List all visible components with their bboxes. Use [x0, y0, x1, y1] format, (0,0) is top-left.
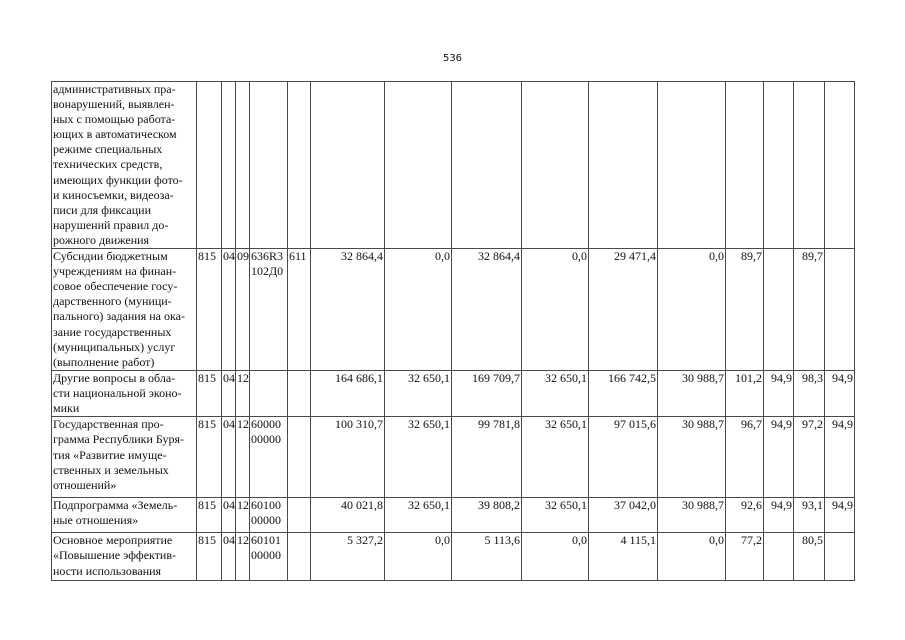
- value-executed-federal: 0,0: [658, 249, 726, 371]
- target-article-code: 636R3 102Д0: [250, 249, 288, 371]
- section-code: 04: [222, 371, 236, 417]
- value-executed-federal: 30 988,7: [658, 371, 726, 417]
- percent-approved-federal: 94,9: [764, 498, 794, 533]
- value-executed-total: 37 042,0: [589, 498, 658, 533]
- table-row: [52, 417, 855, 498]
- percent-approved-total: 89,7: [726, 249, 764, 371]
- value-approved-total: 100 310,7: [311, 417, 385, 498]
- value-executed-total: 97 015,6: [589, 417, 658, 498]
- value-executed-federal: 30 988,7: [658, 498, 726, 533]
- value-refined-total: [452, 82, 522, 249]
- target-article-code: [250, 371, 288, 417]
- value-refined-federal: [522, 82, 589, 249]
- target-article-code: 60100 00000: [250, 498, 288, 533]
- row-name: Основное мероприятие «Повышение эффектив- ности использования: [52, 533, 197, 581]
- grbs-code: 815: [197, 533, 222, 581]
- value-executed-federal: 0,0: [658, 533, 726, 581]
- row-name: Государственная про- грамма Республики Буря- тия «Развитие имуще- ственных и земельных отношений»: [52, 417, 197, 498]
- section-code: 04: [222, 249, 236, 371]
- percent-approved-total: 77,2: [726, 533, 764, 581]
- percent-refined-federal: 94,9: [825, 498, 855, 533]
- percent-approved-federal: [764, 533, 794, 581]
- expense-type-code: [288, 533, 311, 581]
- section-code: 04: [222, 417, 236, 498]
- expense-type-code: [288, 498, 311, 533]
- percent-approved-total: 96,7: [726, 417, 764, 498]
- table-row: [52, 371, 855, 417]
- value-approved-total: 40 021,8: [311, 498, 385, 533]
- subsection-code: 12: [236, 498, 250, 533]
- value-approved-federal: [385, 82, 452, 249]
- target-article-code: [250, 82, 288, 249]
- value-refined-federal: 32 650,1: [522, 371, 589, 417]
- percent-refined-federal: [825, 533, 855, 581]
- subsection-code: [236, 82, 250, 249]
- grbs-code: 815: [197, 249, 222, 371]
- value-executed-federal: [658, 82, 726, 249]
- row-name: Подпрограмма «Земель- ные отношения»: [52, 498, 197, 533]
- page-number: 536: [442, 53, 463, 64]
- value-refined-total: 99 781,8: [452, 417, 522, 498]
- value-refined-total: 32 864,4: [452, 249, 522, 371]
- value-executed-total: 29 471,4: [589, 249, 658, 371]
- percent-refined-federal: [825, 249, 855, 371]
- value-approved-federal: 0,0: [385, 533, 452, 581]
- percent-refined-total: [794, 82, 825, 249]
- value-approved-federal: 32 650,1: [385, 498, 452, 533]
- subsection-code: 09: [236, 249, 250, 371]
- percent-refined-federal: [825, 82, 855, 249]
- value-approved-federal: 32 650,1: [385, 417, 452, 498]
- value-executed-total: 166 742,5: [589, 371, 658, 417]
- expense-type-code: [288, 417, 311, 498]
- subsection-code: 12: [236, 533, 250, 581]
- budget-table-body: [52, 82, 855, 581]
- budget-table: [51, 81, 855, 581]
- expense-type-code: [288, 82, 311, 249]
- table-row: [52, 249, 855, 371]
- section-code: [222, 82, 236, 249]
- value-executed-total: 4 115,1: [589, 533, 658, 581]
- expense-type-code: [288, 371, 311, 417]
- percent-refined-total: 80,5: [794, 533, 825, 581]
- grbs-code: [197, 82, 222, 249]
- value-approved-total: 5 327,2: [311, 533, 385, 581]
- value-refined-total: 169 709,7: [452, 371, 522, 417]
- subsection-code: 12: [236, 417, 250, 498]
- value-approved-total: [311, 82, 385, 249]
- section-code: 04: [222, 498, 236, 533]
- percent-refined-total: 93,1: [794, 498, 825, 533]
- percent-approved-total: 101,2: [726, 371, 764, 417]
- value-refined-federal: 32 650,1: [522, 417, 589, 498]
- percent-refined-total: 98,3: [794, 371, 825, 417]
- value-refined-federal: 0,0: [522, 533, 589, 581]
- percent-approved-federal: 94,9: [764, 371, 794, 417]
- grbs-code: 815: [197, 417, 222, 498]
- percent-refined-total: 89,7: [794, 249, 825, 371]
- percent-refined-federal: 94,9: [825, 371, 855, 417]
- value-refined-total: 5 113,6: [452, 533, 522, 581]
- table-row: [52, 82, 855, 249]
- value-approved-total: 164 686,1: [311, 371, 385, 417]
- subsection-code: 12: [236, 371, 250, 417]
- percent-refined-federal: 94,9: [825, 417, 855, 498]
- table-row: [52, 498, 855, 533]
- percent-approved-total: 92,6: [726, 498, 764, 533]
- row-name: Субсидии бюджетным учреждениям на финан- совое обеспечение госу- дарственного (муници- пального) задания на ока- зание государственных (муниципальных) услуг (выполнение работ): [52, 249, 197, 371]
- percent-approved-total: [726, 82, 764, 249]
- target-article-code: 60101 00000: [250, 533, 288, 581]
- value-approved-federal: 32 650,1: [385, 371, 452, 417]
- value-executed-total: [589, 82, 658, 249]
- grbs-code: 815: [197, 371, 222, 417]
- expense-type-code: 611: [288, 249, 311, 371]
- value-refined-federal: 0,0: [522, 249, 589, 371]
- grbs-code: 815: [197, 498, 222, 533]
- row-name: административных пра- вонарушений, выявлен- ных с помощью работа- ющих в автоматическом режиме специальных технических средств, имеющих функции фото- и киносъемки, видеоза- писи для фиксации нарушений правил до- рожного движения: [52, 82, 197, 249]
- target-article-code: 60000 00000: [250, 417, 288, 498]
- percent-approved-federal: 94,9: [764, 417, 794, 498]
- row-name: Другие вопросы в обла- сти национальной эконо- мики: [52, 371, 197, 417]
- value-refined-federal: 32 650,1: [522, 498, 589, 533]
- percent-refined-total: 97,2: [794, 417, 825, 498]
- value-approved-total: 32 864,4: [311, 249, 385, 371]
- section-code: 04: [222, 533, 236, 581]
- value-approved-federal: 0,0: [385, 249, 452, 371]
- value-executed-federal: 30 988,7: [658, 417, 726, 498]
- value-refined-total: 39 808,2: [452, 498, 522, 533]
- percent-approved-federal: [764, 82, 794, 249]
- table-row: [52, 533, 855, 581]
- percent-approved-federal: [764, 249, 794, 371]
